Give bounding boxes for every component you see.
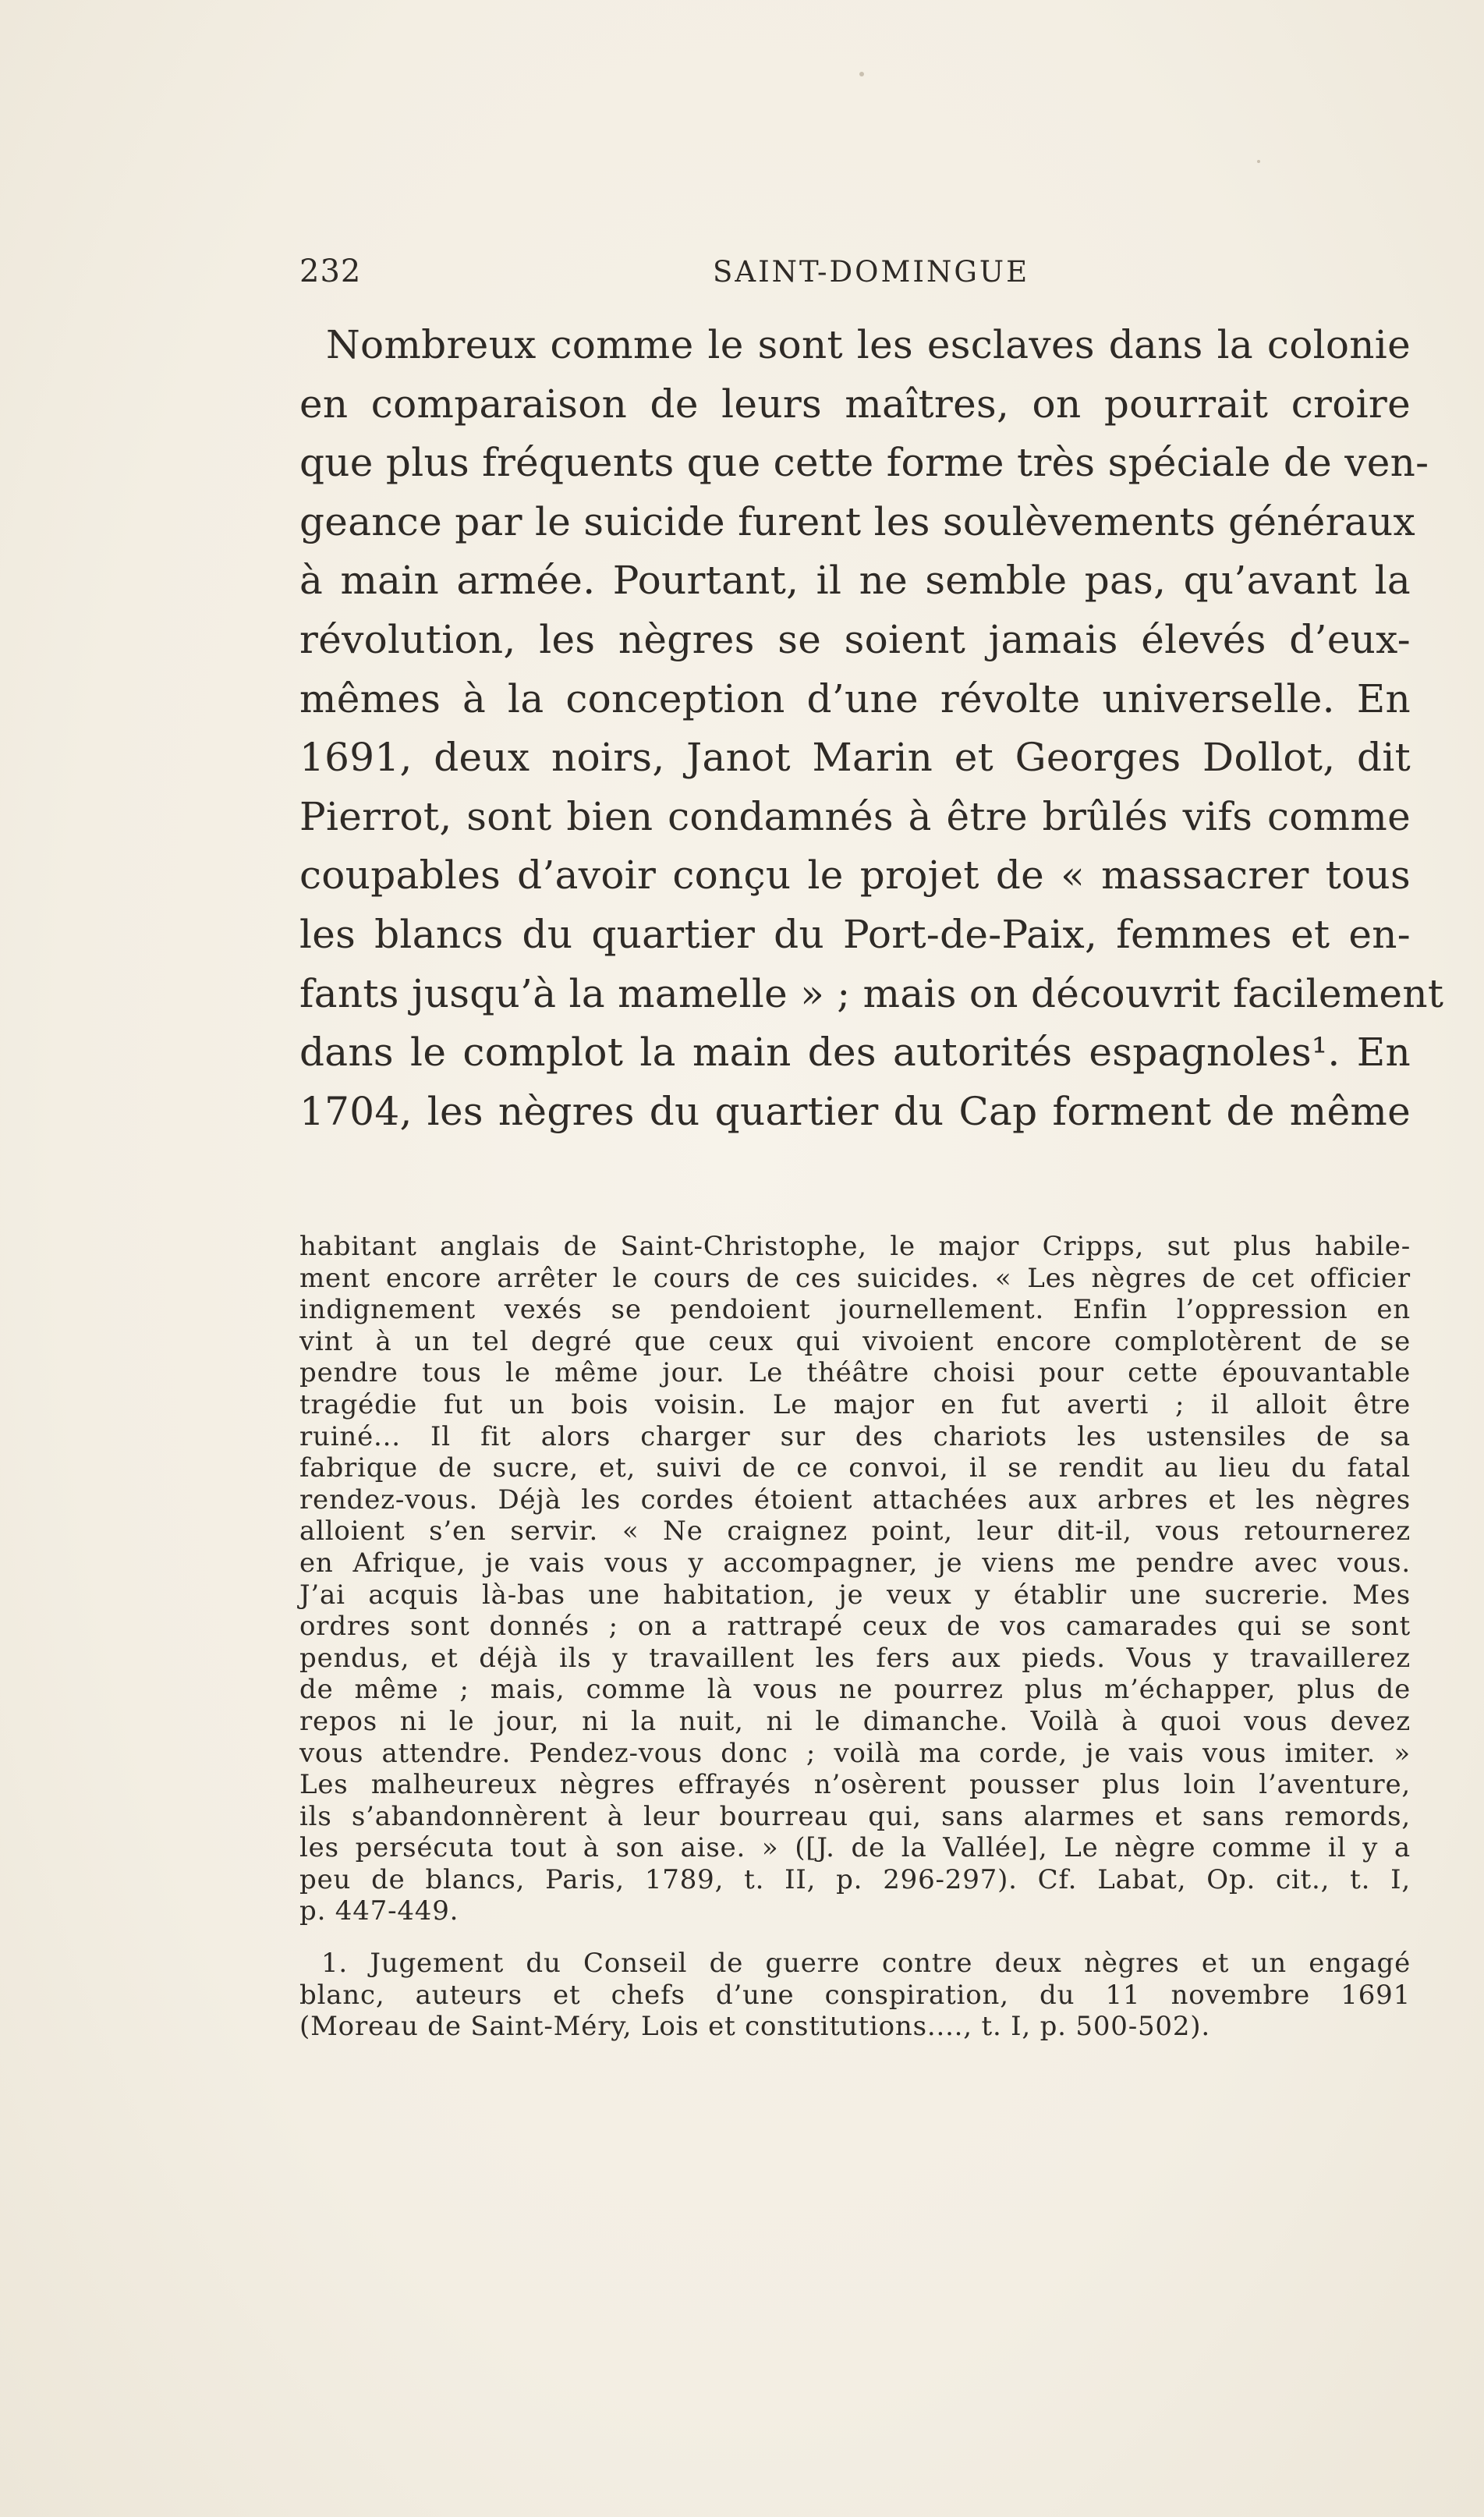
footnote-line: p. 447-449. — [299, 1895, 459, 1927]
text-line: 1691, deux noirs, Janot Marin et Georges Dollot, dit — [299, 735, 1411, 781]
footnote-line: rendez-vous. Déjà les cordes étoient attachées aux arbres et les nègres — [299, 1484, 1411, 1516]
paper-speck — [1257, 160, 1260, 163]
footnote-line: habitant anglais de Saint-Christophe, le major Cripps, sut plus habile- — [299, 1231, 1411, 1262]
footnote-1 — [299, 1948, 1411, 2043]
footnote-line: peu de blancs, Paris, 1789, t. II, p. 296-297). Cf. Labat, Op. cit., t. I, — [299, 1863, 1411, 1895]
text-line: geance par le suicide furent les soulèvements généraux — [299, 498, 1415, 544]
text-line: dans le complot la main des autorités espagnoles¹. En — [299, 1030, 1411, 1076]
footnote-line: pendre tous le même jour. Le théâtre choisi pour cette épouvantable — [299, 1357, 1411, 1389]
running-title: SAINT-DOMINGUE — [713, 255, 1030, 289]
text-line: fants jusqu’à la mamelle » ; mais on découvrit facilement — [299, 970, 1444, 1016]
text-line: Nombreux comme le sont les esclaves dans la colonie — [326, 322, 1411, 367]
footnote-line: pendus, et déjà ils y travaillent les fers aux pieds. Vous y travaillerez — [299, 1642, 1411, 1674]
footnote-line: ruiné... Il fit alors charger sur des chariots les ustensiles de sa — [299, 1420, 1411, 1452]
text-line: mêmes à la conception d’une révolte universelle. En — [299, 675, 1411, 721]
footnote-line: de même ; mais, comme là vous ne pourrez plus m’échapper, plus de — [299, 1674, 1411, 1706]
footnotes — [299, 1231, 1411, 2043]
footnote-line: fabrique de sucre, et, suivi de ce convoi, il se rendit au lieu du fatal — [299, 1452, 1411, 1484]
footnote-line: 1. Jugement du Conseil de guerre contre deux nègres et un engagé — [321, 1948, 1411, 1980]
page-number: 232 — [299, 253, 362, 289]
footnote-line: repos ni le jour, ni la nuit, ni le dimanche. Voilà à quoi vous devez — [299, 1705, 1411, 1737]
footnote-continuation — [299, 1231, 1411, 1927]
text-line: que plus fréquents que cette forme très spéciale de ven- — [299, 440, 1429, 486]
text-line: en comparaison de leurs maîtres, on pourrait croire — [299, 381, 1411, 427]
footnote-line: ils s’abandonnèrent à leur bourreau qui, sans alarmes et sans remords, — [299, 1800, 1411, 1832]
footnote-line: indignement vexés se pendoient journellement. Enfin l’oppression en — [299, 1294, 1411, 1326]
footnote-line: alloient s’en servir. « Ne craignez point, leur dit-il, vous retournerez — [299, 1516, 1411, 1547]
footnote-line: J’ai acquis là-bas une habitation, je veux y établir une sucrerie. Mes — [299, 1579, 1411, 1611]
text-line: Pierrot, sont bien condamnés à être brûlés vifs comme — [299, 793, 1411, 839]
text-line: les blancs du quartier du Port-de-Paix, femmes et en- — [299, 911, 1411, 957]
footnote-line: blanc, auteurs et chefs d’une conspiration, du 11 novembre 1691 — [299, 1979, 1411, 2011]
footnote-line: Les malheureux nègres effrayés n’osèrent pousser plus loin l’aventure, — [299, 1769, 1411, 1801]
footnote-line: (Moreau de Saint-Méry, Lois et constitutions...., t. I, p. 500-502). — [299, 2011, 1210, 2043]
paper-speck — [859, 72, 864, 76]
footnote-gap — [299, 1927, 1411, 1948]
footnote-line: en Afrique, je vais vous y accompagner, je viens me pendre avec vous. — [299, 1547, 1411, 1579]
footnote-line: vint à un tel degré que ceux qui vivoient encore complotèrent de se — [299, 1325, 1411, 1357]
text-line: coupables d’avoir conçu le projet de « massacrer tous — [299, 853, 1411, 899]
page-header — [299, 253, 1407, 292]
footnote-line: ment encore arrêter le cours de ces suicides. « Les nègres de cet officier — [299, 1262, 1411, 1294]
footnote-line: les persécuta tout à son aise. » ([J. de la Vallée], Le nègre comme il y a — [299, 1832, 1411, 1864]
footnote-line: tragédie fut un bois voisin. Le major en fut averti ; il alloit être — [299, 1388, 1411, 1420]
main-paragraph — [299, 316, 1444, 1141]
footnote-line: ordres sont donnés ; on a rattrapé ceux de vos camarades qui se sont — [299, 1611, 1411, 1643]
footnote-line: vous attendre. Pendez-vous donc ; voilà ma corde, je vais vous imiter. » — [299, 1737, 1411, 1769]
text-line: 1704, les nègres du quartier du Cap forment de même — [299, 1088, 1411, 1134]
text-line: à main armée. Pourtant, il ne semble pas, qu’avant la — [299, 558, 1411, 604]
text-line: révolution, les nègres se soient jamais élevés d’eux- — [299, 616, 1411, 662]
